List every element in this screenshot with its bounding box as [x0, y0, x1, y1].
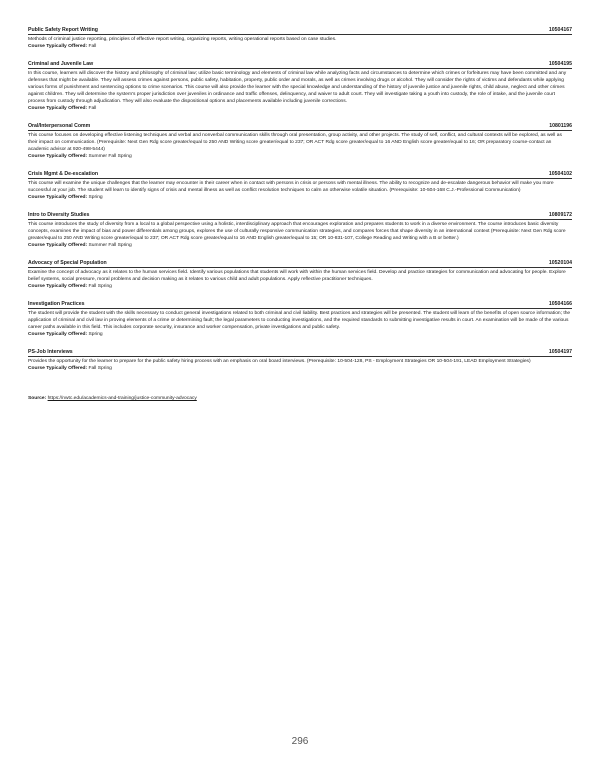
course-title: Crisis Mgmt & De-escalation — [28, 171, 99, 177]
course-offered — [28, 331, 572, 338]
offered-label: Course Typically Offered: — [28, 106, 88, 111]
course-code: 10520104 — [548, 260, 572, 266]
course-header — [28, 27, 572, 35]
offered-terms: Fall — [88, 44, 97, 49]
course-title: PS-Job Interviews — [28, 349, 73, 355]
course-code: 10801196 — [549, 123, 572, 129]
course-code: 10504102 — [548, 171, 572, 177]
offered-label: Course Typically Offered: — [28, 44, 88, 49]
course-description: This course focuses on developing effective listening techniques and verbal and nonverbal communication skills through oral presentation, group activity, and other projects. The study of self, conflict, and cultural contexts will be explored, as well as their impact on communication. (Prerequisite: Next Gen Rdg score greater/equal to 250 AND Writing score greater/equal to 237; OR ACT Rdg score greater/equal to 16 AND English score greater/equal to 16; OR preparatory course-contact an academic advisor at 920-498-5444) — [28, 133, 562, 152]
offered-label: Course Typically Offered: — [28, 195, 88, 200]
course-offered — [28, 365, 572, 372]
source-line — [28, 396, 572, 401]
course-title: Public Safety Report Writing — [28, 27, 98, 33]
offered-label: Course Typically Offered: — [28, 154, 88, 159]
page-number: 296 — [291, 736, 309, 747]
offered-label: Course Typically Offered: — [28, 284, 88, 289]
course-description: This course introduces the study of diversity from a local to a global perspective using a holistic, interdisciplinary approach that encourages exploration and prepares students to work in a diverse environment. The course introduces basic diversity concepts, examines the impact of bias and power differentials among groups, explores the use of culturally responsive communication strategies, and compares forces that shape diversity in an international context (Prerequisite: Next Gen Rdg score greater/equal to 250 AND Writing score greater/equal to 237; OR ACT Rdg score greater/equal to 16 AND English greater/equal to 15; OR 10-831-107, College Reading and Writing with a B or better.) — [28, 222, 566, 241]
course-header — [28, 349, 572, 357]
course-header — [28, 260, 572, 268]
offered-terms: Summer Fall Spring — [88, 154, 132, 159]
course-description: Examine the concept of advocacy as it relates to the human services field. Identify various populations that students will work with within the human services field. Develop and practice strategies for communication and advocating for people. Explore belief systems, social pressure, moral problems and decision making as it relates to various child and adult populations. Apply reflective practitioner techniques. — [28, 270, 566, 282]
source-label: Source: — [28, 396, 47, 401]
course-offered — [28, 43, 572, 50]
course-entry — [28, 301, 572, 338]
offered-terms: Spring — [88, 195, 103, 200]
course-header — [28, 171, 572, 179]
course-description: Provides the opportunity for the learner to prepare for the public safety hiring process with an emphasis on oral board interviews. (Prerequisite: 10-504-128, PS - Employment Strategies OR 10-504-191, LEAD Employment Strategies) — [28, 359, 531, 364]
course-offered — [28, 105, 572, 112]
course-title: Oral/Interpersonal Comm — [28, 123, 91, 129]
offered-terms: Spring — [88, 332, 103, 337]
course-description: In this course, learners will discover the history and philosophy of criminal law; utilize basic terminology and elements of criminal law while analyzing facts and circumstances to determine which crimes or forfeitures may have been committed and any defenses that might be available. They will assess crimes against persons, public safety, habitation, property, public order and morals, as well as crimes involving drugs or alcohol. They will consider the rights of victims and defendants while applying various forms of punishment and sentencing options to crime scenarios. This course will also provide the learner with the special knowledge and understanding of the history of juvenile justice and juvenile rights, child abuse, neglect and other crimes against children. They will determine the system's proper jurisdiction over juveniles in ordinance and traffic offenses, delinquency, and waiver to adult court. They will investigate taking a youth into custody, the role of intake, and the juvenile court process from custody through adjudication. They will also evaluate the dispositional options and placements available including juvenile corrections. — [28, 71, 567, 104]
offered-label: Course Typically Offered: — [28, 332, 88, 337]
course-header — [28, 123, 572, 131]
course-offered — [28, 283, 572, 290]
course-code: 10504166 — [548, 301, 572, 307]
course-title: Intro to Diversity Studies — [28, 212, 90, 218]
course-code: 10504167 — [548, 27, 572, 33]
course-offered — [28, 194, 572, 201]
course-entry — [28, 260, 572, 290]
course-title: Criminal and Juvenile Law — [28, 61, 94, 67]
course-entry — [28, 27, 572, 50]
course-entry — [28, 171, 572, 201]
course-header — [28, 61, 572, 69]
course-title: Investigation Practices — [28, 301, 85, 307]
offered-terms: Fall Spring — [88, 284, 112, 289]
offered-terms: Fall Spring — [88, 366, 112, 371]
course-catalog — [28, 27, 572, 401]
offered-terms: Summer Fall Spring — [88, 243, 132, 248]
course-offered — [28, 153, 572, 160]
course-entry — [28, 123, 572, 160]
source-link[interactable]: https://nwtc.edu/academics-and-training/justice-community-advocacy — [47, 396, 197, 401]
course-offered — [28, 242, 572, 249]
course-entry — [28, 212, 572, 249]
course-code: 10504195 — [548, 61, 572, 67]
offered-terms: Fall — [88, 106, 97, 111]
offered-label: Course Typically Offered: — [28, 366, 88, 371]
course-header — [28, 301, 572, 309]
course-code: 10504197 — [548, 349, 572, 355]
course-title: Advocacy of Special Population — [28, 260, 107, 266]
course-entry — [28, 61, 572, 112]
course-description: The student will provide the student with the skills necessary to conduct general investigations related to both criminal and civil liability. Best practices and strategies will be presented. The student will learn of the benefits of open source information; the application of criminal and civil law in proving elements of a crime or determining fault; the legal parameters to conducting investigations, and the required standards to submitting investigative results in court. An examination will be made of the various career paths available in this field. This includes corporate security, insurance and worker compensation, private investigations and public safety. — [28, 311, 571, 330]
course-description: Methods of criminal justice reporting, principles of effective report writing, organizing reports, writing operational reports based on case studies. — [28, 37, 337, 42]
course-entry — [28, 349, 572, 372]
offered-label: Course Typically Offered: — [28, 243, 88, 248]
course-header — [28, 212, 572, 220]
course-code: 10809172 — [548, 212, 572, 218]
course-description: This course will examine the unique challenges that the learner may encounter in their career when in contact with persons in crisis or persons with mental illness. The ability to recognize and de-escalate dangerous behavior will make you more successful at your job. The student will learn to identify signs of crisis and mental illness as well as conflict resolution techniques to calm an otherwise volatile situation. (Prerequisite: 10-504-168 C.J.-Professional Communication) — [28, 181, 554, 193]
